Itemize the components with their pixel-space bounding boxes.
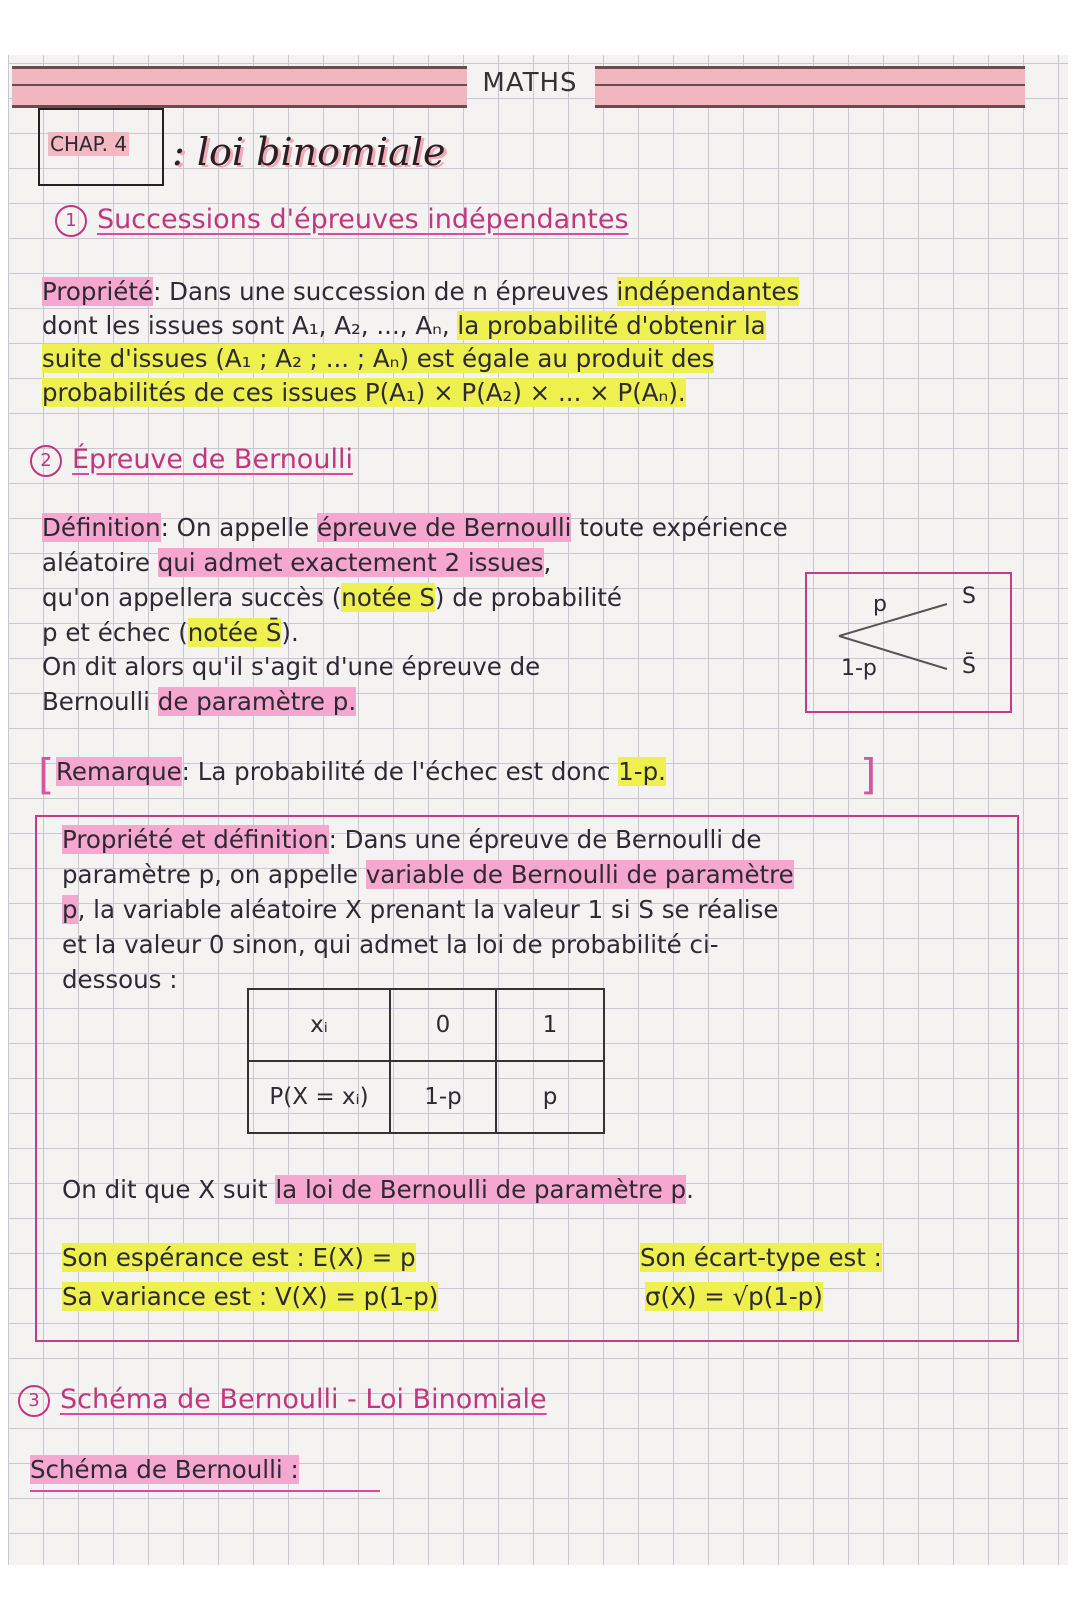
highlight: p: [62, 895, 78, 924]
s2-line-3: [42, 581, 622, 615]
text: : On appelle: [160, 513, 317, 542]
section-title: Épreuve de Bernoulli: [72, 444, 353, 475]
text: ) de probabilité: [434, 583, 622, 612]
s1-line-3: [42, 342, 714, 376]
highlight: variable de Bernoulli de paramètre: [365, 860, 794, 889]
highlight: σ(X) = √p(1-p): [645, 1282, 823, 1311]
probability-law-table: [247, 988, 605, 1134]
s2-line-4: [42, 616, 299, 650]
text: : Dans une succession de n épreuves: [153, 277, 617, 306]
highlight: la loi de Bernoulli de paramètre p: [275, 1175, 687, 1204]
table-cell: P(X = xᵢ): [248, 1061, 390, 1133]
box-line-1: [62, 823, 762, 857]
highlight: épreuve de Bernoulli: [316, 513, 572, 542]
table-row: [248, 989, 604, 1061]
text: paramètre p, on appelle: [62, 860, 366, 889]
highlight: Schéma de Bernoulli :: [30, 1455, 299, 1484]
section-2-heading: [30, 444, 353, 477]
box-line-4: et la valeur 0 sinon, qui admet la loi de probabilité ci-: [62, 930, 719, 959]
chapter-box: [38, 108, 164, 186]
subject-label: MATHS: [482, 68, 578, 98]
s2-line-1: [42, 511, 788, 545]
text: ,: [543, 548, 552, 577]
box-line-6: [62, 1173, 694, 1207]
std-dev-formula: [645, 1280, 823, 1314]
text: toute expérience: [571, 513, 788, 542]
highlight: de paramètre p.: [157, 687, 357, 716]
chapter-label: CHAP. 4: [50, 132, 128, 156]
highlight: qui admet exactement 2 issues: [157, 548, 544, 577]
s2-line-5: On dit alors qu'il s'agit d'une épreuve de: [42, 652, 541, 681]
branch-1-p: 1-p: [841, 656, 877, 681]
outcome-s: S: [962, 584, 976, 609]
header-band-left: [12, 66, 467, 108]
table-cell: 1-p: [390, 1061, 496, 1133]
highlight: 1-p.: [618, 757, 666, 786]
underline: [30, 1490, 380, 1492]
s2-line-2: [42, 546, 551, 580]
outcome-s-bar: S̄: [962, 654, 976, 679]
text: ).: [281, 618, 299, 647]
table-row: [248, 1061, 604, 1133]
text: .: [686, 1175, 694, 1204]
text: aléatoire: [42, 548, 158, 577]
section-number: 2: [30, 445, 62, 477]
schema-subheading: [30, 1453, 299, 1487]
highlight: probabilités de ces issues P(A₁) × P(A₂) × ... × P(Aₙ).: [42, 378, 686, 407]
table-cell: xᵢ: [248, 989, 390, 1061]
text: : Dans une épreuve de Bernoulli de: [328, 825, 762, 854]
bracket-right: ]: [860, 750, 877, 799]
label-definition: Définition: [42, 513, 161, 542]
text: qu'on appellera succès (: [42, 583, 342, 612]
section-title: Successions d'épreuves indépendantes: [97, 204, 629, 235]
s1-line-1: [42, 275, 799, 309]
text: : La probabilité de l'échec est donc: [181, 757, 619, 786]
branch-p: p: [873, 592, 887, 617]
s1-line-4: [42, 376, 686, 410]
label-propriete: Propriété: [42, 277, 154, 306]
text: On dit que X suit: [62, 1175, 276, 1204]
box-line-3: [62, 893, 778, 927]
section-1-heading: [55, 204, 629, 237]
highlight: indépendantes: [616, 277, 800, 306]
variance: [62, 1280, 438, 1314]
section-title: Schéma de Bernoulli - Loi Binomiale: [60, 1384, 547, 1415]
section-number: 3: [18, 1385, 50, 1417]
section-number: 1: [55, 205, 87, 237]
text: Bernoulli: [42, 687, 158, 716]
label: Propriété et définition: [62, 825, 329, 854]
highlight: la probabilité d'obtenir la: [457, 311, 766, 340]
highlight: notée S: [341, 583, 435, 612]
bracket-left: [: [38, 750, 55, 799]
table-cell: 1: [496, 989, 604, 1061]
box-line-2: [62, 858, 794, 892]
s1-line-2: [42, 309, 766, 343]
chapter-title: : loi binomiale: [172, 130, 446, 174]
table-cell: p: [496, 1061, 604, 1133]
highlight: notée S̄: [187, 618, 282, 647]
highlight: suite d'issues (A₁ ; A₂ ; ... ; Aₙ) est égale au produit des: [42, 344, 715, 373]
highlight: Son espérance est : E(X) = p: [62, 1243, 416, 1272]
label-remarque: Remarque: [56, 757, 182, 786]
highlight: Sa variance est : V(X) = p(1-p): [62, 1282, 439, 1311]
text: , la variable aléatoire X prenant la valeur 1 si S se réalise: [77, 895, 779, 924]
table-cell: 0: [390, 989, 496, 1061]
remark: [56, 755, 666, 789]
std-dev-label: [640, 1241, 882, 1275]
expectation: [62, 1241, 416, 1275]
s2-line-6: [42, 685, 356, 719]
box-line-5: dessous :: [62, 965, 178, 994]
header-band-right: [595, 66, 1025, 108]
text: p et échec (: [42, 618, 188, 647]
section-3-heading: [18, 1384, 547, 1417]
text: dont les issues sont A₁, A₂, ..., Aₙ,: [42, 311, 458, 340]
probability-tree: [805, 572, 1012, 713]
highlight: Son écart-type est :: [640, 1243, 882, 1272]
tree-branches: [807, 574, 1010, 711]
